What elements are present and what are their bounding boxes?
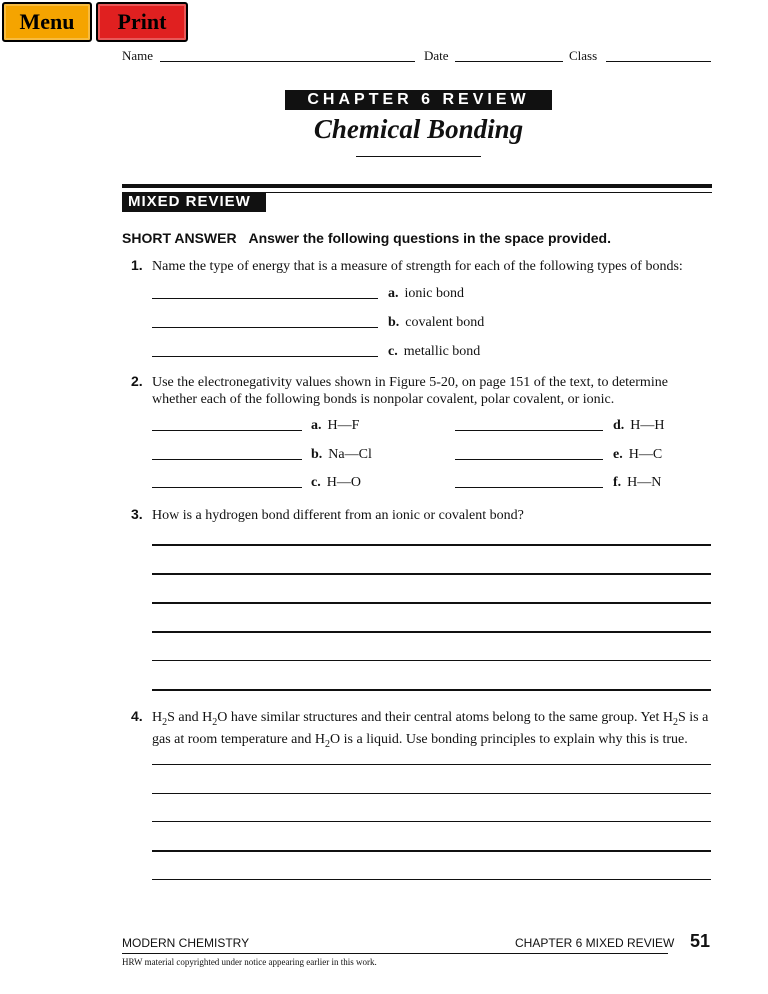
copyright-notice: HRW material copyrighted under notice appearing earlier in this work. <box>122 957 377 967</box>
instructions-text: Answer the following questions in the space provided. <box>248 230 611 246</box>
page-title: Chemical Bonding <box>313 114 524 144</box>
answer-label: f. H—N <box>613 475 662 490</box>
answer-line[interactable] <box>152 793 711 794</box>
footer-rule <box>122 953 668 954</box>
answer-label: d. H—H <box>613 418 665 433</box>
answer-line[interactable] <box>152 879 711 880</box>
answer-label: a. ionic bond <box>388 286 464 301</box>
answer-line[interactable] <box>152 298 378 299</box>
answer-line[interactable] <box>152 356 378 357</box>
instructions-lead: SHORT ANSWER <box>122 230 237 246</box>
answer-label: b. covalent bond <box>388 315 485 330</box>
answer-line[interactable] <box>152 660 711 661</box>
answer-line[interactable] <box>455 459 603 460</box>
answer-line[interactable] <box>152 689 711 691</box>
answer-line[interactable] <box>152 544 711 546</box>
answer-label: b. Na—Cl <box>311 447 372 462</box>
question-number: 3. <box>131 506 143 522</box>
answer-label: c. H—O <box>311 475 361 490</box>
answer-line[interactable] <box>152 327 378 328</box>
page-number: 51 <box>690 931 711 951</box>
chapter-banner: CHAPTER 6 REVIEW <box>285 90 552 110</box>
question-text: $H_2S$ and $H_2O$ have similar structures and their central atoms belong to the same group. Yet $H_2S$ is a gas at room temperature and $H_2O$ is a liquid. Use bonding principles to explain why this is true. <box>152 710 709 750</box>
answer-line[interactable] <box>455 487 603 488</box>
answer-label: a. H—F <box>311 418 360 433</box>
answer-line[interactable] <box>152 602 711 604</box>
question-number: 2. <box>131 373 143 389</box>
answer-line[interactable] <box>152 764 711 765</box>
answer-line[interactable] <box>152 459 302 460</box>
menu-button[interactable]: Menu <box>2 2 92 42</box>
question-text: Name the type of energy that is a measure of strength for each of the following types of bonds: <box>152 259 683 274</box>
date-field[interactable] <box>455 61 563 62</box>
answer-line[interactable] <box>152 430 302 431</box>
answer-line[interactable] <box>152 573 711 575</box>
title-underline <box>356 156 481 157</box>
print-button[interactable]: Print <box>96 2 188 42</box>
answer-line[interactable] <box>455 430 603 431</box>
class-label: Class <box>569 48 598 63</box>
footer-left: MODERN CHEMISTRY <box>122 936 250 950</box>
name-field[interactable] <box>160 61 415 62</box>
section-rule-thin <box>266 192 712 193</box>
instructions <box>122 230 611 246</box>
date-label: Date <box>424 48 449 63</box>
answer-line[interactable] <box>152 487 302 488</box>
answer-line[interactable] <box>152 631 711 633</box>
question-text: How is a hydrogen bond different from an ionic or covalent bond? <box>152 508 524 523</box>
question-number: 1. <box>131 257 143 273</box>
name-label: Name <box>122 48 154 63</box>
question-number: 4. <box>131 708 143 724</box>
question-text: Use the electronegativity values shown in Figure 5-20, on page 151 of the text, to determine whether each of the following bonds is nonpolar covalent, polar covalent, or ionic. <box>152 375 668 407</box>
footer-right: CHAPTER 6 MIXED REVIEW <box>515 936 675 950</box>
class-field[interactable] <box>606 61 711 62</box>
answer-line[interactable] <box>152 821 711 822</box>
section-title: MIXED REVIEW <box>122 192 266 212</box>
answer-line[interactable] <box>152 850 711 852</box>
section-rule <box>122 184 712 188</box>
answer-label: c. metallic bond <box>388 344 481 359</box>
answer-label: e. H—C <box>613 447 663 462</box>
